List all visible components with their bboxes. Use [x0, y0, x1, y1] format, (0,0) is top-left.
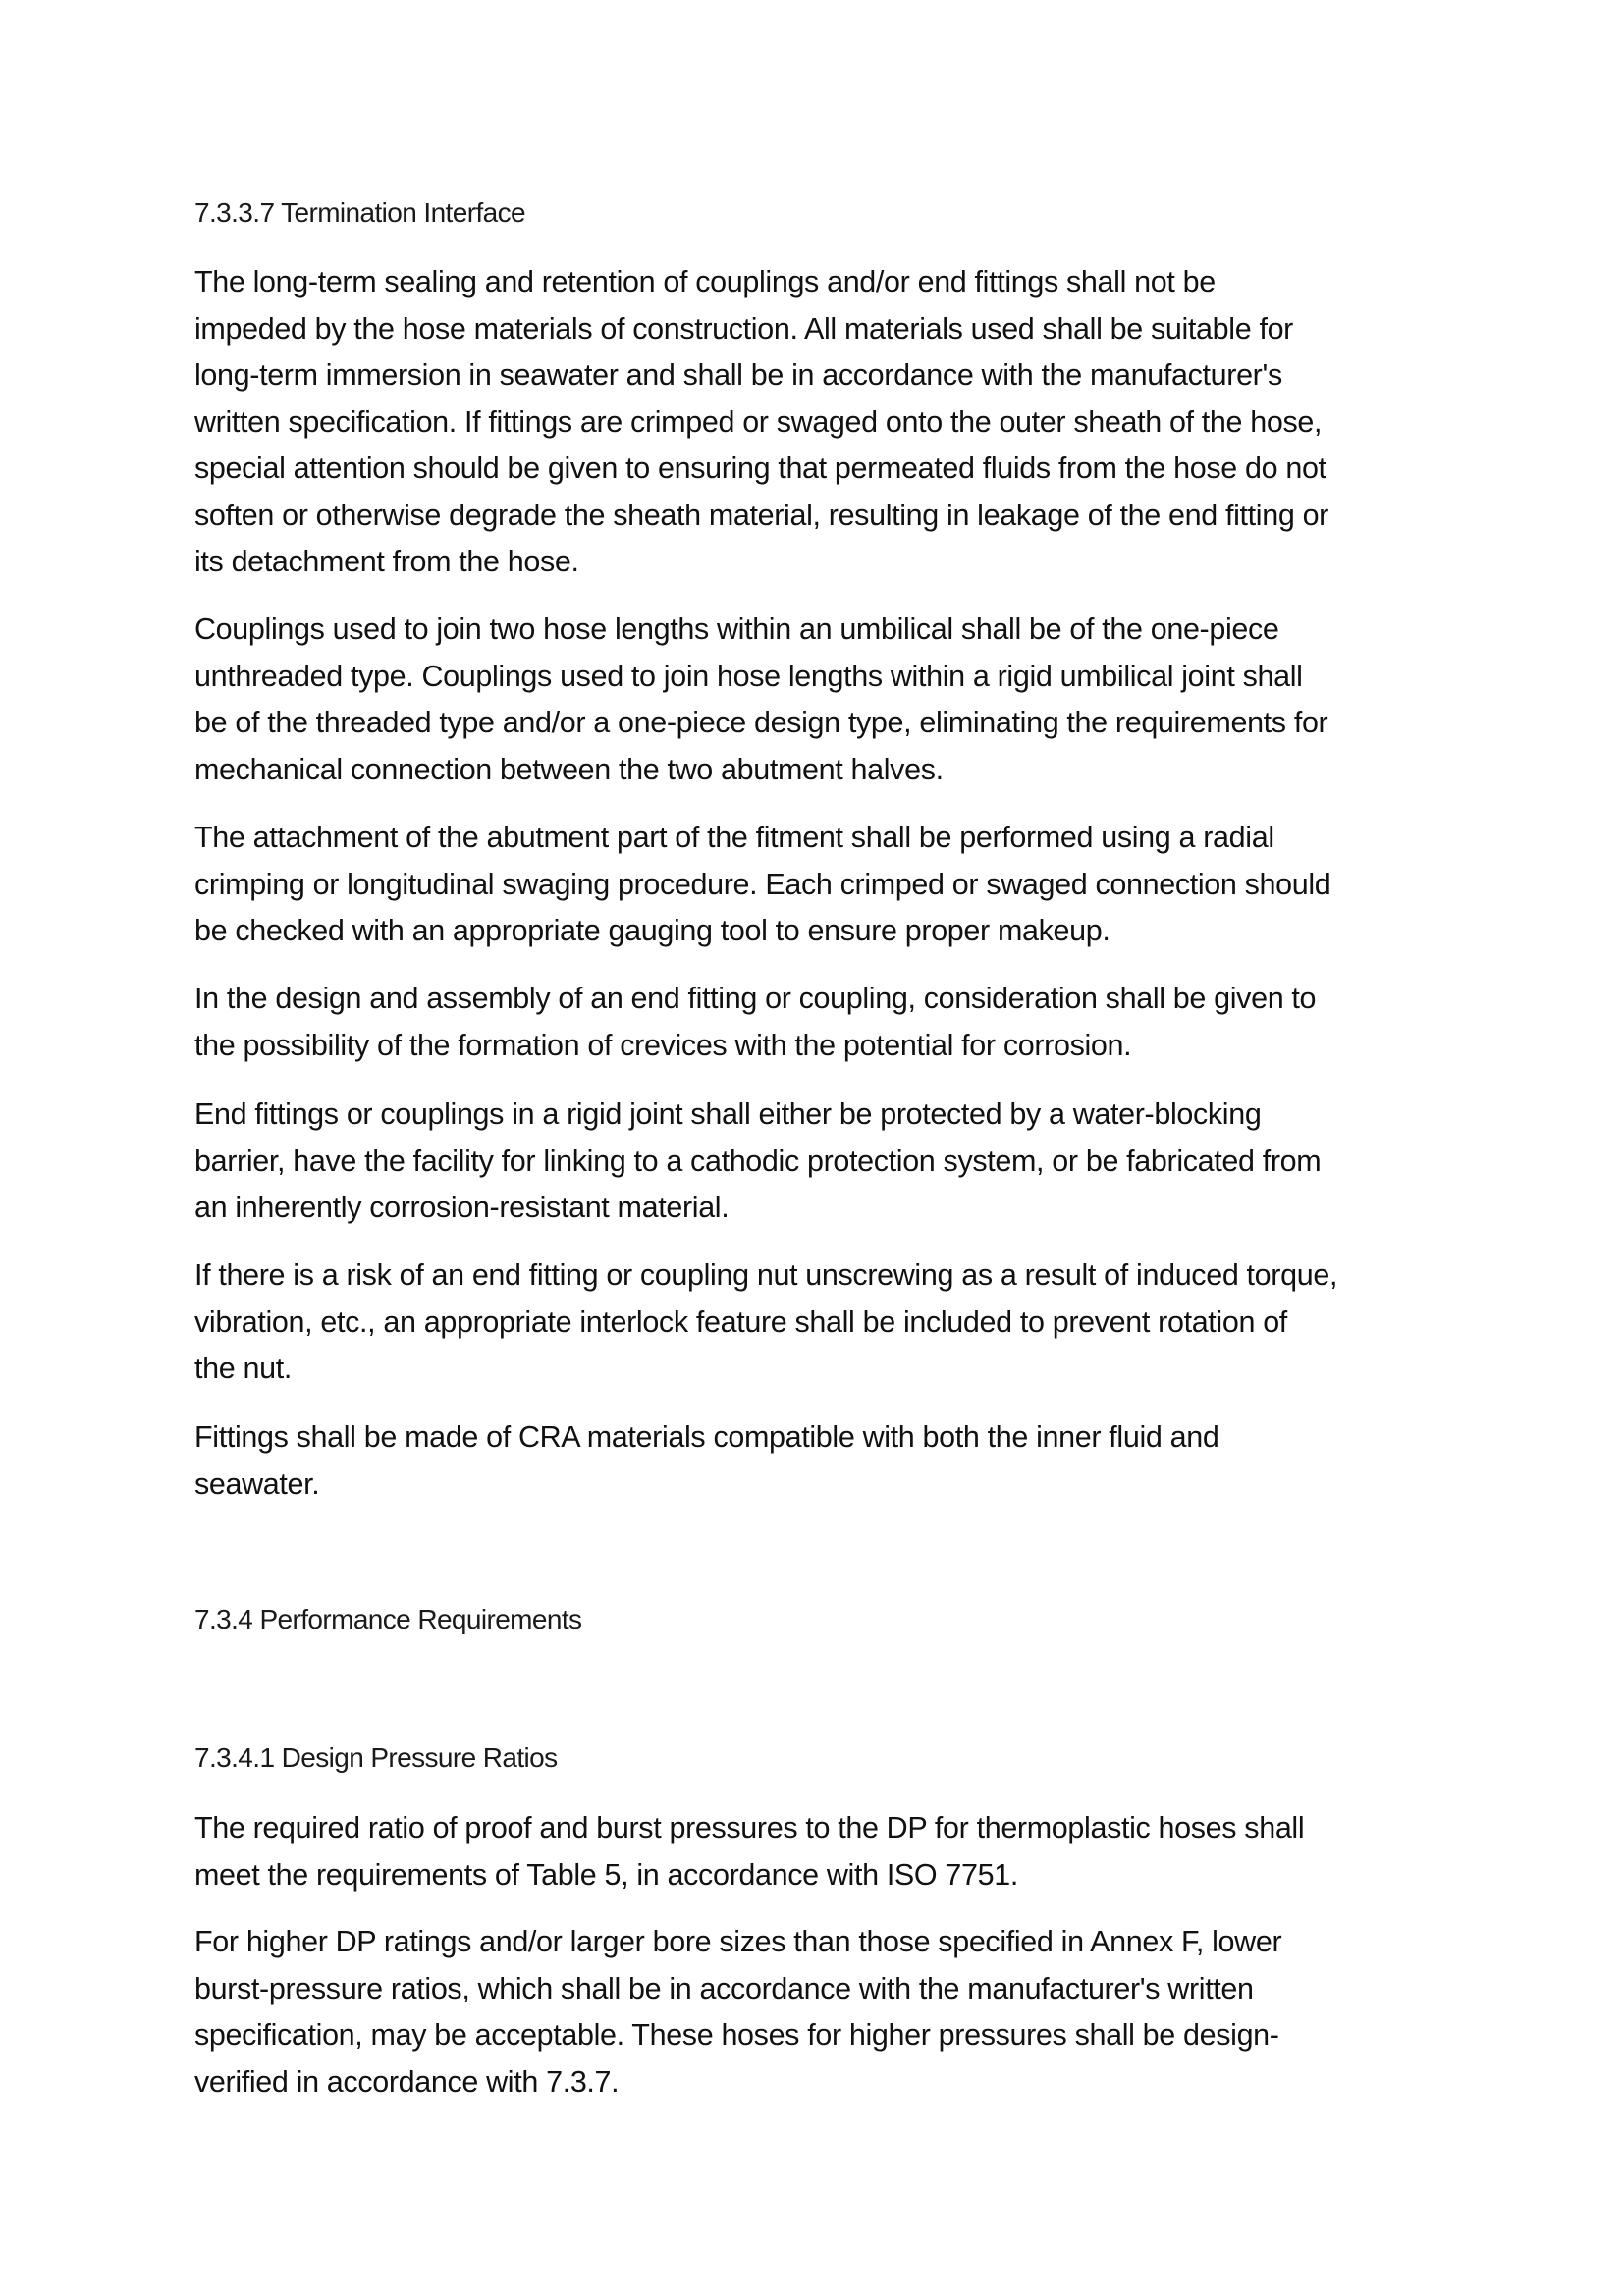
paragraph — [194, 1253, 1471, 1393]
paragraph — [194, 815, 1471, 955]
paragraph — [194, 1092, 1471, 1232]
text-line: For higher DP ratings and/or larger bore sizes than those specified in Annex F, lower — [194, 1925, 1282, 1958]
text-line: long-term immersion in seawater and shall be in accordance with the manufacturer's — [194, 358, 1282, 392]
text-line: verified in accordance with 7.3.7. — [194, 2064, 620, 2099]
text-line: unthreaded type. Couplings used to join hose lengths within a rigid umbilical joint shall — [194, 659, 1303, 693]
text-line: If there is a risk of an end fitting or coupling nut unscrewing as a result of induced torque, — [194, 1258, 1338, 1292]
text-line: soften or otherwise degrade the sheath material, resulting in leakage of the end fitting or — [194, 498, 1328, 532]
section-heading-7-3-4: 7.3.4 Performance Requirements — [194, 1604, 582, 1634]
text-line: its detachment from the hose. — [194, 545, 579, 578]
text-line: burst-pressure ratios, which shall be in accordance with the manufacturer's written — [194, 1971, 1254, 2005]
paragraph — [194, 607, 1471, 793]
text-line: The required ratio of proof and burst pressures to the DP for thermoplastic hoses shall — [194, 1811, 1305, 1844]
text-line: End fittings or couplings in a rigid joint shall either be protected by a water-blocking — [194, 1097, 1262, 1131]
text-line: meet the requirements of Table 5, in accordance with ISO 7751. — [194, 1857, 1019, 1892]
text-line: an inherently corrosion-resistant material. — [194, 1191, 730, 1224]
text-line: be of the threaded type and/or a one-piece design type, eliminating the requirements for — [194, 706, 1328, 739]
text-line: barrier, have the facility for linking to a cathodic protection system, or be fabricated from — [194, 1144, 1322, 1178]
paragraph — [194, 1415, 1471, 1508]
text-line: special attention should be given to ensuring that permeated fluids from the hose do not — [194, 452, 1326, 485]
text-line: vibration, etc., an appropriate interlock feature shall be included to prevent rotation of — [194, 1305, 1287, 1339]
text-line: be checked with an appropriate gauging tool to ensure proper makeup. — [194, 914, 1110, 947]
text-line: Couplings used to join two hose lengths within an umbilical shall be of the one-piece — [194, 613, 1279, 646]
text-line: mechanical connection between the two abutment halves. — [194, 752, 944, 786]
section-heading-7-3-3-7: 7.3.3.7 Termination Interface — [194, 197, 525, 228]
text-line: The attachment of the abutment part of the fitment shall be performed using a radial — [194, 821, 1274, 854]
paragraph — [194, 1919, 1471, 2106]
text-line: impeded by the hose materials of construction. All materials used shall be suitable for — [194, 311, 1293, 346]
text-line: In the design and assembly of an end fitting or coupling, consideration shall be given to — [194, 982, 1317, 1015]
text-line: Fittings shall be made of CRA materials compatible with both the inner fluid and — [194, 1420, 1219, 1454]
paragraph — [194, 976, 1471, 1069]
paragraph — [194, 259, 1471, 586]
text-line: written specification. If fittings are crimped or swaged onto the outer sheath of the hose, — [194, 404, 1323, 439]
text-line: The long-term sealing and retention of couplings and/or end fittings shall not be — [194, 265, 1216, 298]
text-line: the possibility of the formation of crevices with the potential for corrosion. — [194, 1028, 1132, 1062]
section-heading-7-3-4-1: 7.3.4.1 Design Pressure Ratios — [194, 1742, 558, 1773]
text-line: the nut. — [194, 1352, 292, 1385]
text-line: crimping or longitudinal swaging procedure. Each crimped or swaged connection should — [194, 867, 1331, 901]
text-line: specification, may be acceptable. These hoses for higher pressures shall be design- — [194, 2018, 1279, 2052]
text-line: seawater. — [194, 1467, 320, 1501]
paragraph — [194, 1805, 1471, 1898]
